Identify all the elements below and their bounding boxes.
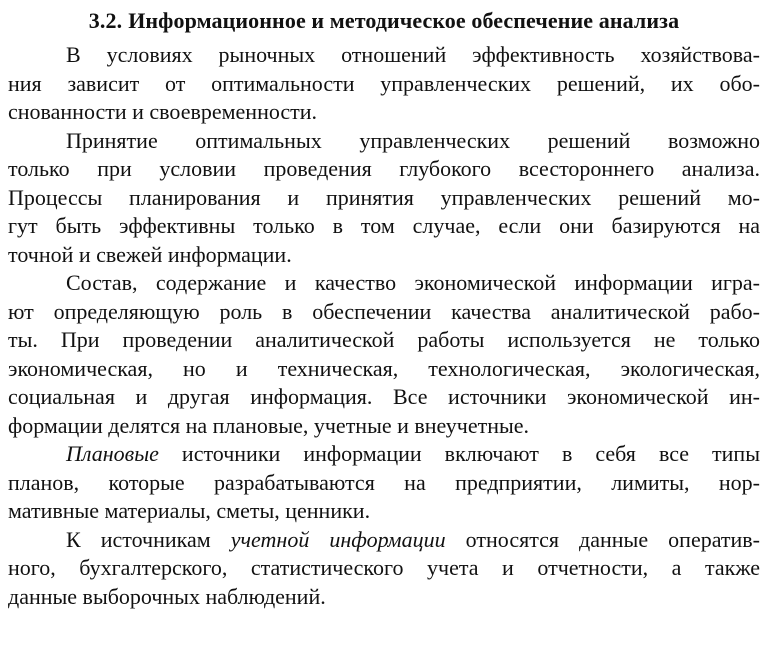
- italic-term: Плановые: [66, 441, 159, 466]
- body-text: [8, 41, 760, 611]
- document-page: [8, 0, 760, 611]
- text-line: Процессы планирования и принятия управленческих решений мо-: [8, 184, 760, 210]
- text-line: планов, которые разрабатываются на предприятии, лимиты, нор-: [8, 469, 760, 495]
- text-fragment: К источникам: [66, 526, 231, 552]
- paragraph-4: [8, 440, 760, 526]
- paragraph-2: [8, 127, 760, 270]
- text-line: ного, бухгалтерского, статистического учета и отчетности, а также: [8, 555, 760, 580]
- paragraph-3: [8, 269, 760, 440]
- text-line: [8, 440, 760, 469]
- text-line: данные выборочных наблюдений.: [8, 583, 326, 609]
- text-line: мативные материалы, сметы, ценники.: [8, 498, 371, 523]
- paragraph-5: [8, 526, 760, 612]
- section-title: Информационное и методическое обеспечение анализа: [128, 8, 680, 33]
- paragraph-1: [8, 41, 760, 127]
- text-line: снованности и своевременности.: [8, 99, 318, 124]
- text-line: гут быть эффективны только в том случае, если они базируются на: [8, 213, 760, 238]
- text-line: экономическая, но и техническая, технологическая, экологическая,: [8, 355, 760, 381]
- text-line: Состав, содержание и качество экономической информации игра-: [66, 270, 760, 295]
- text-line: социальная и другая информация. Все источники экономической ин-: [8, 384, 760, 409]
- text-line: только при условии проведения глубокого всестороннего анализа.: [8, 156, 760, 181]
- text-line: ют определяющую роль в обеспечении качества аналитической рабо-: [8, 298, 760, 324]
- text-fragment: источники информации включают в себя все типы: [158, 441, 760, 466]
- text-line: В условиях рыночных отношений эффективность хозяйствова-: [66, 42, 760, 67]
- section-number: 3.2.: [88, 8, 123, 33]
- text-line: ния зависит от оптимальности управленческих решений, их обо-: [8, 70, 760, 96]
- text-fragment: относятся данные оператив-: [445, 526, 761, 552]
- text-line: ты. При проведении аналитической работы используется не только: [8, 327, 760, 352]
- text-line: формации делятся на плановые, учетные и внеучетные.: [8, 412, 530, 438]
- text-line: Принятие оптимальных управленческих решений возможно: [66, 127, 760, 153]
- italic-term: учетной информации: [230, 526, 446, 552]
- text-line: [8, 526, 760, 555]
- text-line: точной и свежей информации.: [8, 241, 292, 267]
- section-heading: [8, 0, 760, 36]
